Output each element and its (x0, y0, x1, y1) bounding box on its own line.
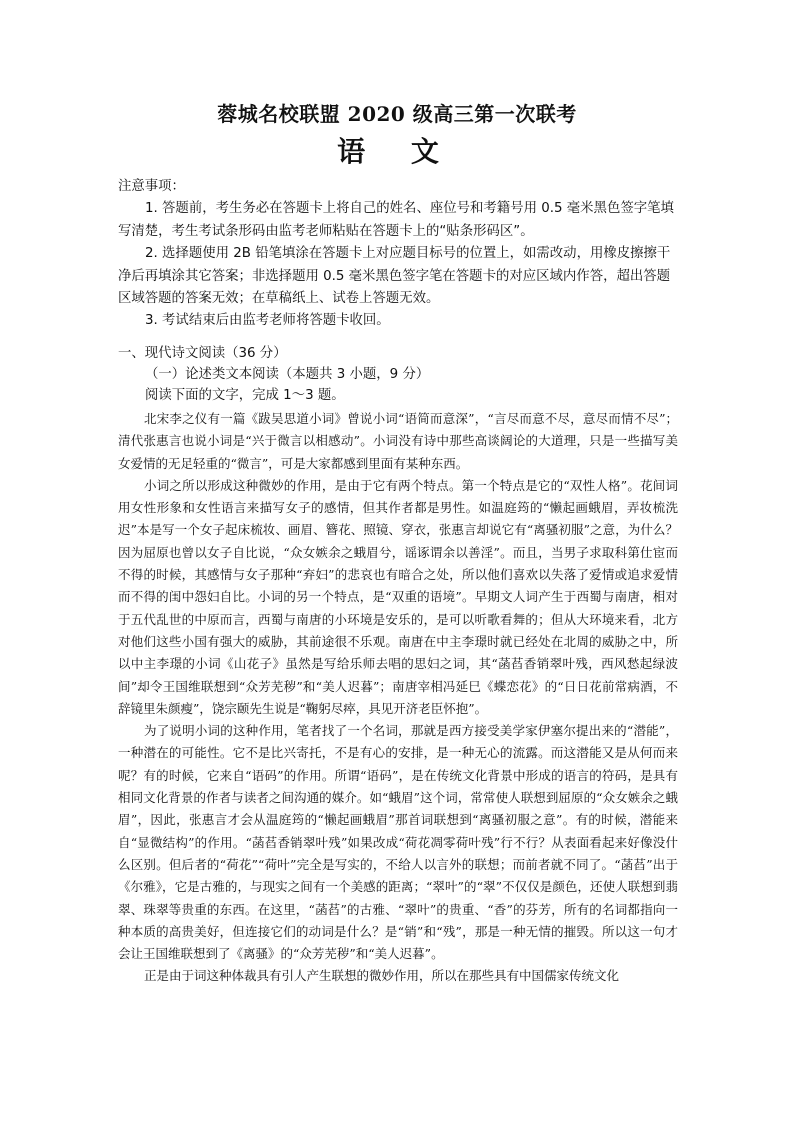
passage (118, 408, 678, 988)
notice-item-3: 3. 考试结束后由监考老师将答题卡收回。 (145, 313, 390, 329)
reading-instruction: 阅读下面的文字，完成 1～3 题。 (145, 388, 345, 403)
passage-paragraph-2: 小词之所以形成这种微妙的作用，是由于它有两个特点。第一个特点是它的“双性人格”。花间词用女性形象和女性语言来描写女子的感情，但其作者都是男性。如温庭筠的“懒起画蛾眉，弄妆梳洗迟”本是写一个女子起床梳妆、画眉、簪花、照镜、穿衣，张惠言却说它有“离骚初服”之意，为什么？因为屈原也曾以女子自比说，“众女嫉余之蛾眉兮，谣诼谓余以善淫”。而且，当男子求取科第仕宦而不得的时候，其感情与女子那种“弃妇”的悲哀也有暗合之处，所以他们喜欢以失落了爱情或追求爱情而不得的闺中怨妇自比。小词的另一个特点，是“双重的语境”。早期文人词产生于西蜀与南唐，相对于五代乱世的中原而言，西蜀与南唐的小环境是安乐的，是可以听歌看舞的；但从大环境来看，北方对他们这些小国有强大的威胁，其前途很不乐观。南唐在中主李璟时就已经处在北周的威胁之中，所以中主李璟的小词《山花子》虽然是写给乐师去唱的思妇之词，其“菡萏香销翠叶残，西风愁起绿波间”却令王国维联想到“众芳芜秽”和“美人迟暮”；南唐宰相冯延巳《蝶恋花》的“日日花前常病酒，不辞镜里朱颜瘦”，饶宗颐先生说是“鞠躬尽瘁，具见开济老臣怀抱”。 (118, 477, 678, 716)
subject-title: 语 文 (337, 135, 457, 168)
section-subheading: （一）论述类文本阅读（本题共 3 小题，9 分） (145, 367, 430, 382)
passage-paragraph-1: 北宋李之仪有一篇《跋吴思道小词》曾说小词“语简而意深”，“言尽而意不尽，意尽而情不尽”；清代张惠言也说小词是“兴于微言以相感动”。小词没有诗中那些高谈阔论的大道理，只是一些描写美女爱情的无足轻重的“微言”，可是大家都感到里面有某种东西。 (118, 411, 678, 471)
passage-paragraph-4: 正是由于词这种体裁具有引人产生联想的微妙作用，所以在那些具有中国儒家传统文化 (144, 968, 620, 984)
notice-item-2: 2. 选择题使用 2B 铅笔填涂在答题卡上对应题目标号的位置上，如需改动，用橡皮擦擦干净后再填涂其它答案；非选择题用 0.5 毫米黑色签字笔在答题卡的对应区域内作答，超出答题区域答题的答案无效；在草稿纸上、试卷上答题无效。 (118, 246, 671, 307)
notice-heading: 注意事项： (118, 179, 185, 194)
notice-item-1: 1. 答题前，考生务必在答题卡上将自己的姓名、座位号和考籍号用 0.5 毫米黑色签字笔填写清楚，考生考试条形码由监考老师粘贴在答题卡上的“贴条形码区”。 (118, 201, 674, 239)
passage-paragraph-3: 为了说明小词的这种作用，笔者找了一个名词，那就是西方接受美学家伊塞尔提出来的“潜能”，一种潜在的可能性。它不是比兴寄托，不是有心的安排，是一种无心的流露。而这潜能又是从何而来呢？有的时候，它来自“语码”的作用。所谓“语码”，是在传统文化背景中形成的语言的符码，是具有相同文化背景的作者与读者之间沟通的媒介。如“蛾眉”这个词，常常使人联想到屈原的“众女嫉余之蛾眉”，因此，张惠言才会从温庭筠的“懒起画蛾眉”那首词联想到“离骚初服之意”。有的时候，潜能来自“显微结构”的作用。“菡萏香销翠叶残”如果改成“荷花凋零荷叶残”行不行？从表面看起来好像没什么区别。但后者的“荷花”“荷叶”完全是写实的，不给人以言外的联想；而前者就不同了。“菡萏”出于《尔雅》，它是古雅的，与现实之间有一个美感的距离；“翠叶”的“翠”不仅仅是颜色，还使人联想到翡翠、珠翠等贵重的东西。在这里，“菡萏”的古雅、“翠叶”的贵重、“香”的芬芳，所有的名词都指向一种本质的高贵美好，但连接它们的动词是什么？是“销”和“残”，那是一种无情的摧毁。所以这一句才会让王国维联想到了《离骚》的“众芳芜秽”和“美人迟暮”。 (118, 723, 678, 962)
exam-title: 蓉城名校联盟 2020 级高三第一次联考 (217, 102, 577, 126)
section-heading: 一、现代诗文阅读（36 分） (118, 346, 287, 361)
notice-block (118, 176, 678, 333)
